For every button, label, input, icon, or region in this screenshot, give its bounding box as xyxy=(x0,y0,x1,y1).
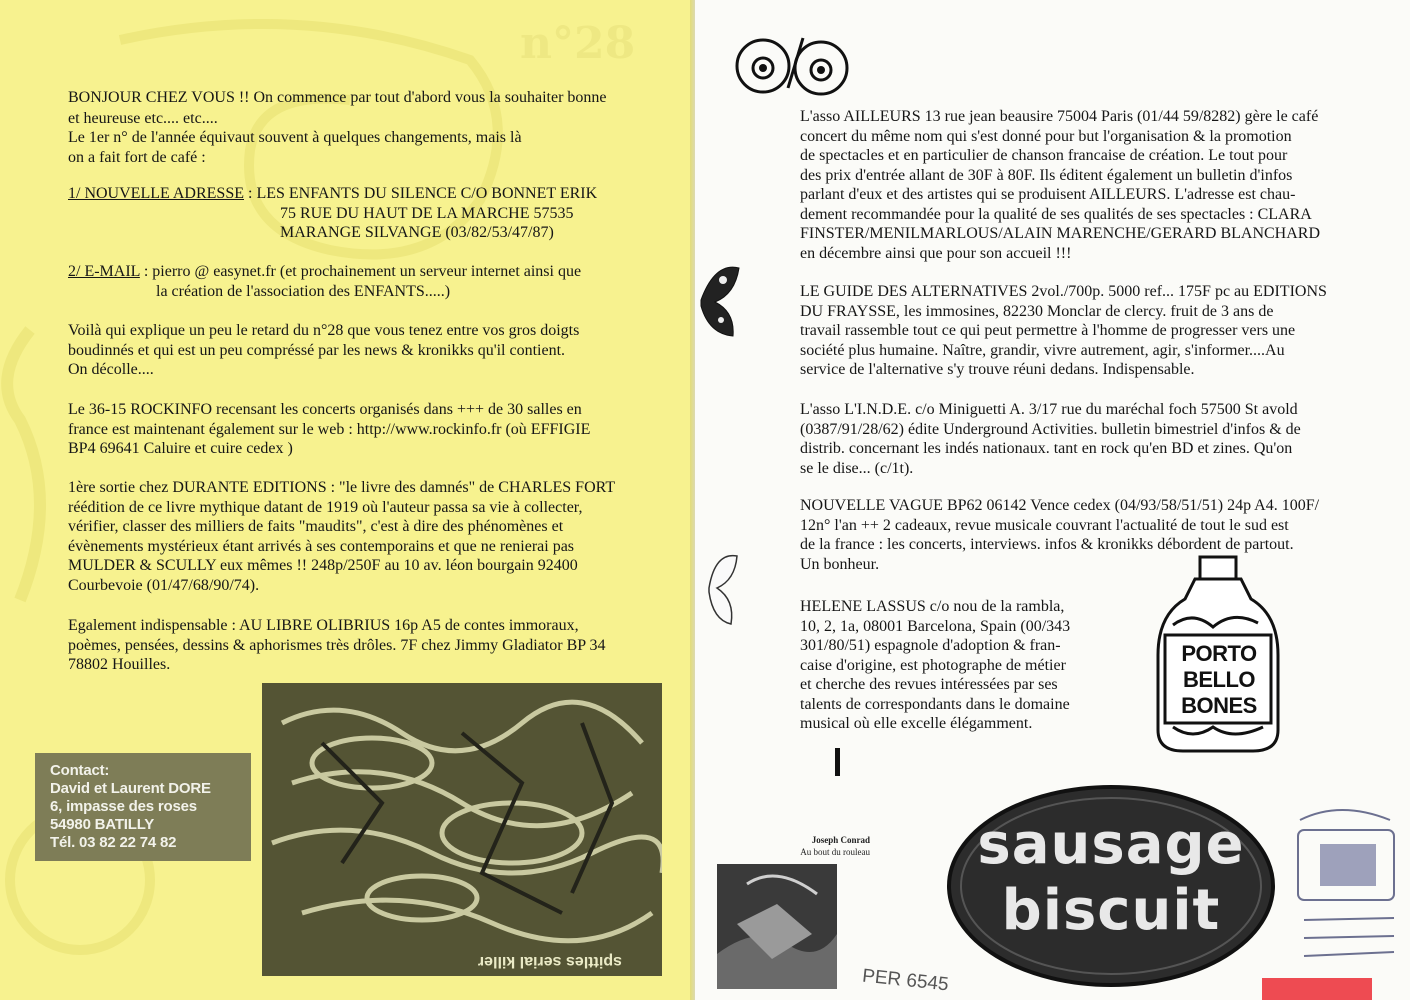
guide-paragraph xyxy=(800,282,1380,380)
nouvelle-vague-paragraph xyxy=(800,496,1380,574)
address-line: 75 RUE DU HAUT DE LA MARCHE 57535 xyxy=(280,204,574,222)
helene-paragraph xyxy=(800,597,1140,734)
contact-line: 6, impasse des roses xyxy=(50,798,197,815)
text-line: des prix d'entrée allant de 30F à 80F. Ils éditent également un bulletin d'infos xyxy=(800,166,1293,184)
text-line: de la france : les concerts, interviews. infos & kronikks débordent de partout. xyxy=(800,536,1294,553)
text-line: talents de correspondants dans le domaine xyxy=(800,695,1070,713)
vertical-bar-mark xyxy=(835,748,840,776)
text-line: Courbevoie (01/47/68/90/74). xyxy=(68,576,260,594)
text-line: Voilà qui explique un peu le retard du n°28 que vous tenez entre vos gros doigts xyxy=(68,322,580,339)
intro-line: BONJOUR CHEZ VOUS !! On commence par tout d'abord vous la souhaiter bonne xyxy=(68,89,607,106)
text-line: Le 36-15 ROCKINFO recensant les concerts organisés dans +++ de 30 salles en xyxy=(68,401,582,418)
durante-paragraph xyxy=(68,478,678,595)
retard-paragraph xyxy=(68,321,668,380)
text-line: BP4 69641 Caluire et cuire cedex ) xyxy=(68,440,293,457)
address-line: MARANGE SILVANGE (03/82/53/47/87) xyxy=(280,224,554,241)
butterfly-white-icon xyxy=(701,548,741,628)
intro-line: Le 1er n° de l'année équivaut souvent à quelques changements, mais là xyxy=(68,129,522,146)
text-line: On décolle.... xyxy=(68,361,154,378)
text-line: FINSTER/MENILMARLOUS/ALAIN MARENCHE/GERARD BLANCHARD xyxy=(800,225,1321,242)
text-line: dement recommandée pour la qualité de ses qualités de ses spectacles : CLARA xyxy=(800,205,1312,223)
bottle-label-line: PORTO xyxy=(1181,641,1257,666)
inde-paragraph xyxy=(800,400,1380,478)
text-line: 1ère sortie chez DURANTE EDITIONS : "le livre des damnés" de CHARLES FORT xyxy=(68,479,616,496)
text-line: musical où elle excelle élégamment. xyxy=(800,715,1033,732)
text-line: boudinnés et qui est un peu compréssé par les news & kronikks qu'il contient. xyxy=(68,341,566,359)
stamp-graphic xyxy=(1290,800,1402,980)
graffiti-artwork xyxy=(262,683,662,976)
text-line: 12n° l'an ++ 2 cadeaux, revue musicale couvrant l'actualité de tout le sud est xyxy=(800,516,1289,534)
text-line: (0387/91/28/62) édite Underground Activities. bulletin bimestriel d'infos & de xyxy=(800,420,1301,438)
email-line: : pierro @ easynet.fr (et prochainement un serveur internet ainsi que xyxy=(143,263,582,280)
rockinfo-paragraph xyxy=(68,400,668,459)
contact-box xyxy=(35,753,251,861)
contact-line: 54980 BATILLY xyxy=(50,816,155,833)
text-line: 10, 2, 1a, 08001 Barcelona, Spain (00/343 xyxy=(800,617,1071,635)
text-line: Egalement indispensable : AU LIBRE OLIBRIUS 16p A5 de contes immoraux, xyxy=(68,617,579,634)
handwritten-note: PER 6545 xyxy=(861,965,950,996)
red-tab-mark xyxy=(1262,978,1372,1000)
text-line: en décembre ainsi que pour son accueil !!! xyxy=(800,244,1072,262)
email-label: 2/ E-MAIL xyxy=(68,263,140,280)
bottle-label-line: BONES xyxy=(1181,693,1257,718)
book-title: Au bout du rouleau xyxy=(800,847,870,857)
address-line: : LES ENFANTS DU SILENCE C/O BONNET ERIK xyxy=(248,185,598,202)
sausage-biscuit-text xyxy=(946,812,1276,944)
contact-line: Contact: xyxy=(50,762,110,779)
contact-line: David et Laurent DORE xyxy=(50,780,211,797)
text-line: LE GUIDE DES ALTERNATIVES 2vol./700p. 5000 ref... 175F pc au EDITIONS xyxy=(800,283,1327,300)
text-line: HELENE LASSUS c/o nou de la rambla, xyxy=(800,598,1065,615)
text-line: travail rassemble tout ce qui peut permettre à l'homme de progresser vers une xyxy=(800,322,1296,339)
contact-line: Tél. 03 82 22 74 82 xyxy=(50,834,177,851)
eyes-logo-icon xyxy=(733,28,855,98)
text-line: L'asso AILLEURS 13 rue jean beausire 75004 Paris (01/44 59/8282) gère le café xyxy=(800,108,1319,125)
new-address-block xyxy=(68,184,668,243)
text-line: réédition de ce livre mythique datant de 1919 où l'auteur passa sa vie à collecter, xyxy=(68,498,583,516)
bottle-label-line: BELLO xyxy=(1182,667,1256,692)
bottle-label xyxy=(1167,641,1271,719)
book-cover-photo xyxy=(717,864,837,989)
graffiti-drawing xyxy=(262,683,662,976)
ghost-issue-number: n°28 xyxy=(520,18,636,69)
text-line: L'asso L'I.N.D.E. c/o Miniguetti A. 3/17 rue du maréchal foch 57500 St avold xyxy=(800,401,1298,418)
email-block xyxy=(68,262,668,301)
text-line: distrib. concernant les indés nationaux. tant en rock qu'en BD et zines. Qu'on xyxy=(800,440,1293,457)
sausage-line: biscuit xyxy=(1001,878,1221,943)
text-line: caise d'origine, est photographe de métier xyxy=(800,656,1066,674)
text-line: MULDER & SCULLY eux mêmes !! 248p/250F au 10 av. léon bourgain 92400 xyxy=(68,557,578,574)
porto-bello-bones-bottle xyxy=(1153,555,1283,755)
text-line: france est maintenant également sur le web : http://www.rockinfo.fr (où EFFIGIE xyxy=(68,420,591,438)
left-page xyxy=(0,0,695,1000)
text-line: concert du même nom qui s'est donné pour but l'organisation & la promotion xyxy=(800,127,1292,145)
text-line: 78802 Houilles. xyxy=(68,656,171,673)
text-line: NOUVELLE VAGUE BP62 06142 Vence cedex (04/93/58/51/51) 24p A4. 100F/ xyxy=(800,497,1320,514)
text-line: poèmes, pensées, dessins & aphorismes très drôles. 7F chez Jimmy Gladiator BP 34 xyxy=(68,636,606,654)
text-line: 301/80/51) espagnole d'adoption & fran- xyxy=(800,637,1061,654)
sausage-line: sausage xyxy=(977,812,1245,877)
address-label: 1/ NOUVELLE ADRESSE xyxy=(68,185,244,202)
text-line: de spectacles et en particulier de chanson francaise de création. Le tout pour xyxy=(800,147,1288,164)
ailleurs-paragraph xyxy=(800,107,1380,263)
text-line: évènements mystérieux étant arrivés à ses contemporains et que ne renierai pas xyxy=(68,537,575,555)
text-line: Un bonheur. xyxy=(800,555,880,573)
text-line: service de l'alternative s'y trouve réuni dedans. Indispensable. xyxy=(800,361,1195,378)
book-author: Joseph Conrad xyxy=(811,835,870,845)
text-line: société plus humaine. Naître, grandir, vivre autrement, agir, s'informer....Au xyxy=(800,341,1285,359)
intro-paragraph xyxy=(68,88,668,167)
olibrius-paragraph xyxy=(68,616,678,675)
intro-line: et heureuse etc.... etc.... xyxy=(68,109,218,127)
intro-line: on a fait fort de café : xyxy=(68,148,206,166)
sausage-biscuit-logo xyxy=(946,784,1276,989)
book-credit xyxy=(770,834,870,858)
text-line: parlant d'eux et des artistes qui se produisent AILLEURS. L'adresse est chau- xyxy=(800,186,1296,203)
email-line: la création de l'association des ENFANTS.....) xyxy=(156,282,451,300)
text-line: et cherche des revues intéressées par ses xyxy=(800,676,1058,693)
text-line: DU FRAYSSE, les immosines, 82230 Monclar de clercy. fruit de 3 ans de xyxy=(800,302,1274,320)
text-line: vérifier, classer des milliers de faits "maudits", c'est à dire des phénomènes et xyxy=(68,518,564,535)
butterfly-dark-icon xyxy=(695,262,743,340)
artwork-caption: spittles serial killer xyxy=(477,953,622,970)
text-line: se le dise... (c/1t). xyxy=(800,459,914,477)
